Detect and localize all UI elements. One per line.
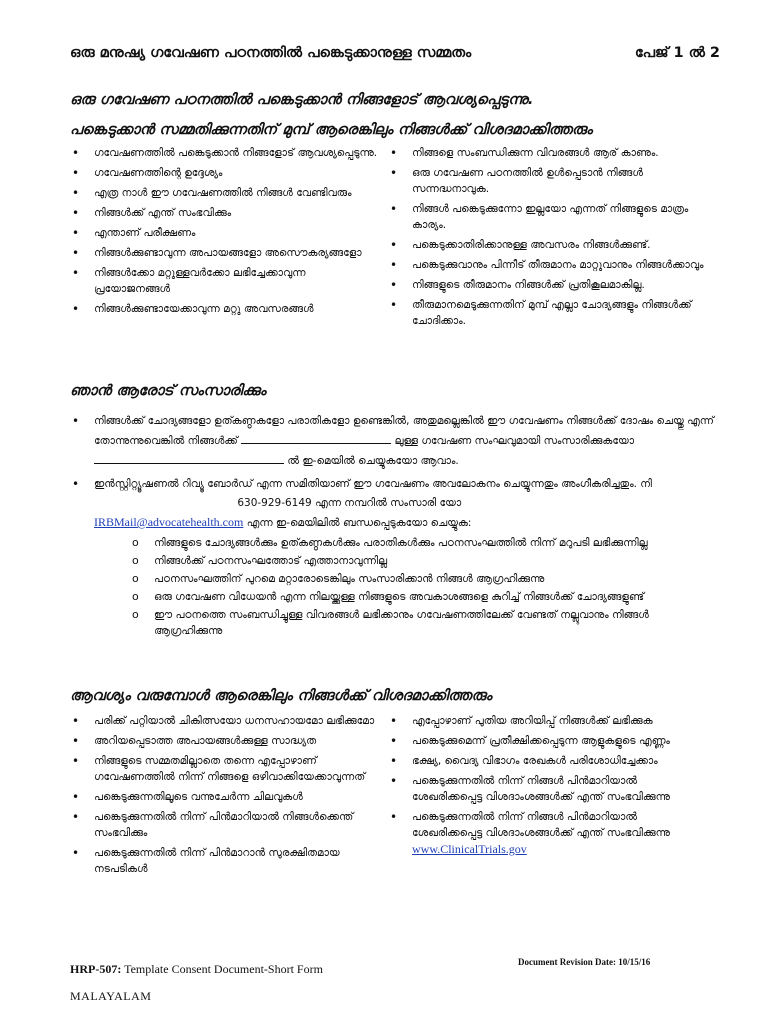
- section3-left-column: [70, 713, 380, 881]
- irb-text: ഇൻസ്റ്റിറ്റ്യൂഷണൽ റിവ്യൂ ബോർഡ് എന്ന സമിതിയാണ് ഈ ഗവേഷണം അവലോകനം ചെയ്യുന്നതും അംഗീകരിച്ചതും. നി: [94, 478, 652, 490]
- page-header: [70, 45, 720, 61]
- list-item: o ഈ പഠനത്തെ സംബന്ധിച്ചുള്ള വിവരങ്ങൾ ലഭിക്കാനും ഗവേഷണത്തിലേക്ക് വേണ്ടത് നല്ലുവാനും നിങ്ങൾ ആഗ്രഹിക്കുന്നു: [132, 607, 720, 639]
- list-item: • പങ്കെടുക്കുവാനും പിന്നീട് തീരുമാനം മാറ്റുവാനും നിങ്ങൾക്കാവും: [388, 257, 708, 273]
- section1-left-list: [70, 145, 380, 317]
- list-item: • നിങ്ങളുടെ സമ്മതമില്ലാതെ തന്നെ എപ്പോഴാണ് ഗവേഷണത്തിൽ നിന്ന് നിങ്ങളെ ഒഴിവാക്കിയേക്കാവുന്നത്: [70, 753, 380, 785]
- contact-text: ൽ ഇ-മെയിൽ ചെയ്യുകയോ ആവാം.: [287, 455, 459, 467]
- section1-right-column: [388, 145, 708, 333]
- section3-right-column: [388, 713, 708, 862]
- list-item: o പഠനസംഘത്തിന് പുറമെ മറ്റാരോടെങ്കിലും സംസാരിക്കാൻ നിങ്ങൾ ആഗ്രഹിക്കുന്നു: [132, 571, 720, 587]
- revision-date: Document Revision Date: 10/15/16: [518, 957, 651, 967]
- irb-text: യോ: [439, 497, 462, 509]
- contact-text: നിങ്ങൾക്ക് ചോദ്യങ്ങളോ ഉത്കണ്ഠകളോ പരാതികളോ ഉണ്ടെങ്കിൽ, അതുമല്ലെങ്കിൽ ഈ ഗവേഷണം നിങ്ങൾക്ക് ദോഷം ചെയ്തു എന്ന് തോന്നുന്നുവെങ്കിൽ നിങ്ങൾക്ക്: [94, 415, 714, 447]
- form-name: Template Consent Document-Short Form: [121, 962, 323, 976]
- irb-paragraph: [70, 475, 720, 533]
- section1-right-list: [388, 145, 708, 329]
- list-item: • അറിയപ്പെടാത്ത അപായങ്ങൾക്കുള്ള സാദ്ധ്യത: [70, 733, 380, 749]
- list-item: • എപ്പോഴാണ് പുതിയ അറിയിപ്പ് നിങ്ങൾക്ക് ലഭിക്കുക: [388, 713, 708, 729]
- list-item: • തീരുമാനമെടുക്കുന്നതിന് മുമ്പ് എല്ലാ ചോദ്യങ്ങളും നിങ്ങൾക്ക് ചോദിക്കാം.: [388, 297, 708, 329]
- list-item: • പങ്കെടുക്കുന്നതിൽ നിന്ന് പിൻമാറിയാൽ നിങ്ങൾക്കെന്ത് സംഭവിക്കും: [70, 809, 380, 841]
- section2-heading: ഞാൻ ആരോട് സംസാരിക്കും: [70, 383, 266, 399]
- form-id: HRP-507:: [70, 962, 122, 976]
- list-item: • പങ്കെടുക്കുന്നതിൽ നിന്ന് പിൻമാറാൻ സുരക്ഷിതമായ നടപടികൾ: [70, 845, 380, 877]
- irb-phone: 630-929-6149: [237, 497, 312, 509]
- list-item: • എത്ര നാൾ ഈ ഗവേഷണത്തിൽ നിങ്ങൾ വേണ്ടിവരും: [70, 185, 380, 201]
- list-item: • പങ്കെടുക്കുന്നതിൽ നിന്ന് നിങ്ങൾ പിൻമാറിയാൽ ശേഖരിക്കപ്പെട്ട വിശദാംശങ്ങൾക്ക് എന്ത് സംഭവിക്കുന്നു: [388, 773, 708, 805]
- list-item: • നിങ്ങളുടെ തീരുമാനം നിങ്ങൾക്ക് പ്രതികൂലമാകില്ല.: [388, 277, 708, 293]
- email-blank-field[interactable]: [94, 451, 284, 464]
- list-item: • ഒരു ഗവേഷണ പഠനത്തിൽ ഉൾപ്പെടാൻ നിങ്ങൾ സന്നദ്ധനാവുക.: [388, 165, 708, 197]
- list-item: • പരിക്ക് പറ്റിയാൽ ചികിത്സയോ ധനസഹായമോ ലഭിക്കുമോ: [70, 713, 380, 729]
- list-item: • എന്താണ് പരീക്ഷണം: [70, 225, 380, 241]
- section1-left-column: [70, 145, 380, 321]
- list-item: • നിങ്ങൾക്ക് എന്ത് സംഭവിക്കും: [70, 205, 380, 221]
- irb-text: എന്ന ഇ-മെയിലിൽ ബന്ധപ്പെടുകയോ ചെയ്യുക:: [246, 517, 472, 529]
- section3-heading: ആവശ്യം വരുമ്പോൾ ആരെങ്കിലും നിങ്ങൾക്ക് വിശദമാക്കിത്തരും: [70, 688, 492, 704]
- list-item-text: പങ്കെടുക്കുന്നതിൽ നിന്ന് നിങ്ങൾ പിൻമാറിയാൽ ശേഖരിക്കപ്പെട്ട വിശദാംശങ്ങൾക്ക് എന്ത് സംഭവിക്കുന്നു: [412, 811, 670, 839]
- intro-heading: ഒരു ഗവേഷണ പഠനത്തിൽ പങ്കെടുക്കാൻ നിങ്ങളോട് ആവശ്യപ്പെടുന്നു.: [70, 92, 534, 108]
- irb-email-link[interactable]: IRBMail@advocatehealth.com: [94, 515, 244, 529]
- language-label: MALAYALAM: [70, 989, 152, 1003]
- list-item: • പങ്കെടുക്കുമെന്ന് പ്രതീക്ഷിക്കപ്പെടുന്ന ആളുകളുടെ എണ്ണം: [388, 733, 708, 749]
- list-item: • ഗവേഷണത്തിന്റെ ഉദ്ദേശ്യം: [70, 165, 380, 181]
- list-item: • നിങ്ങൾക്കുണ്ടായേക്കാവുന്ന മറ്റു അവസരങ്ങൾ: [70, 301, 380, 317]
- list-item: • നിങ്ങൾക്കുണ്ടാവുന്ന അപായങ്ങളോ അസൌകര്യങ്ങളോ: [70, 245, 380, 261]
- section3-left-list: [70, 713, 380, 877]
- document-title: ഒരു മനുഷ്യ ഗവേഷണ പഠനത്തിൽ പങ്കെടുക്കാനുള്ള സമ്മതം: [70, 45, 472, 61]
- section3-right-list: [388, 713, 708, 858]
- list-item: • ഗവേഷണത്തിൽ പങ്കെടുക്കാൻ നിങ്ങളോട് ആവശ്യപ്പെടുന്നു.: [70, 145, 380, 161]
- list-item: • നിങ്ങൾ പങ്കെടുക്കുന്നോ ഇല്ലയോ എന്നത് നിങ്ങളുടെ മാത്രം കാര്യം.: [388, 201, 708, 233]
- page-number: പേജ് 1 ൽ 2: [634, 45, 720, 61]
- list-item: o ഒരു ഗവേഷണ വിധേയൻ എന്ന നിലയ്ക്കുള്ള നിങ്ങളുടെ അവകാശങ്ങളെ കുറിച്ച് നിങ്ങൾക്ക് ചോദ്യങ്ങളുണ്ട്: [132, 589, 720, 605]
- list-item: [388, 809, 708, 858]
- irb-text: എന്ന നമ്പറിൽ സംസാരി: [315, 497, 437, 509]
- list-item: • നിങ്ങൾക്കോ മറ്റുള്ളവർക്കോ ലഭിച്ചേക്കാവുന്ന പ്രയോജനങ്ങൾ: [70, 265, 380, 297]
- list-item: • പങ്കെടുക്കാതിരിക്കാനുള്ള അവസരം നിങ്ങൾക്കുണ്ട്.: [388, 237, 708, 253]
- phone-blank-field[interactable]: [241, 431, 391, 444]
- contact-text: ലുള്ള ഗവേഷണ സംഘവുമായി സംസാരിക്കുകയോ: [394, 435, 635, 447]
- list-item: • പങ്കെടുക്കുന്നതിലൂടെ വന്നുചേർന്ന ചിലവുകൾ: [70, 789, 380, 805]
- list-item: • ഭക്ഷ്യ, വൈദ്യ വിഭാഗം രേഖകൾ പരിശോധിച്ചേക്കാം: [388, 753, 708, 769]
- irb-reasons-list: [70, 535, 720, 639]
- list-item: • നിങ്ങളെ സംബന്ധിക്കുന്ന വിവരങ്ങൾ ആര് കാണും.: [388, 145, 708, 161]
- clinicaltrials-link[interactable]: www.ClinicalTrials.gov: [412, 842, 527, 856]
- list-item: o നിങ്ങളുടെ ചോദ്യങ്ങൾക്കും ഉത്കണ്ഠകൾക്കും പരാതികൾക്കും പഠനസംഘത്തിൽ നിന്ന് മറുപടി ലഭിക്കുന്നില്ല: [132, 535, 720, 551]
- contact-paragraph: [70, 412, 720, 471]
- contact-section: [70, 412, 720, 641]
- list-item: o നിങ്ങൾക്ക് പഠനസംഘത്തോട് എത്താനാവുന്നില്ല: [132, 553, 720, 569]
- form-footer: [70, 962, 323, 977]
- section1-heading: പങ്കെടുക്കാൻ സമ്മതിക്കുന്നതിന് മുമ്പ് ആരെങ്കിലും നിങ്ങൾക്ക് വിശദമാക്കിത്തരും: [70, 122, 593, 138]
